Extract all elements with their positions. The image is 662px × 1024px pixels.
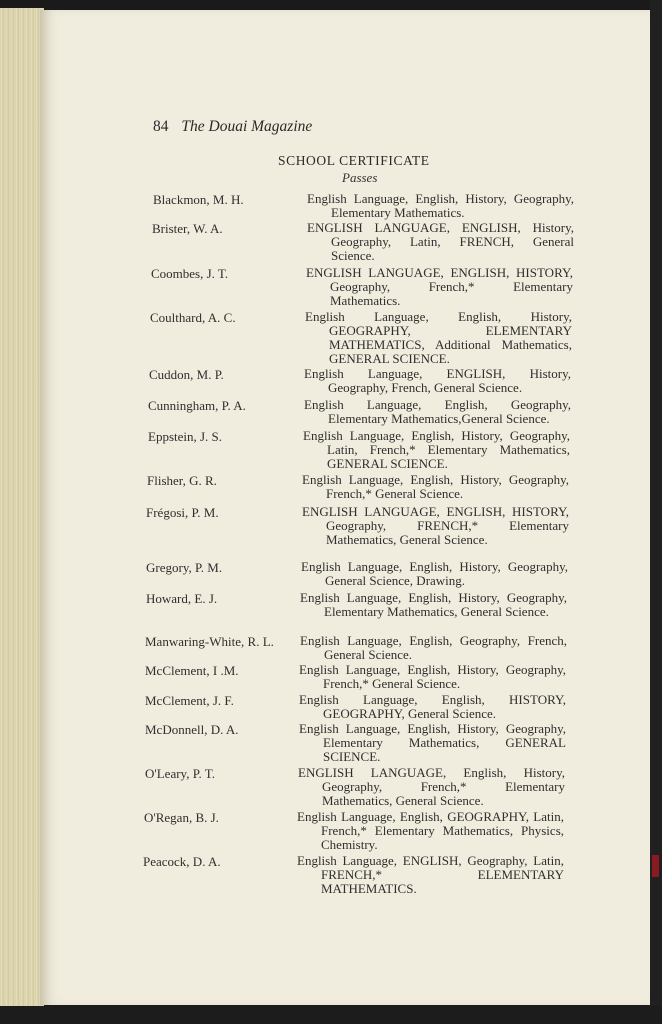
subjects-passed: English Language, English, Geography, Elementary Mathematics,General Science. (304, 397, 571, 426)
student-name: Peacock, D. A. (143, 854, 221, 869)
student-name: Brister, W. A. (152, 221, 223, 236)
student-name: McDonnell, D. A. (145, 722, 239, 737)
subjects-passed: English Language, English, Geography, French, General Science. (300, 633, 567, 662)
student-name: McClement, I .M. (145, 663, 239, 678)
subjects-passed: ENGLISH LANGUAGE, English, History, Geography, French,* Elementary Mathematics, General Science. (298, 765, 565, 808)
student-name: Cunningham, P. A. (148, 398, 246, 413)
student-name: Frégosi, P. M. (146, 505, 219, 520)
subjects-passed: English Language, English, GEOGRAPHY, Latin, French,* Elementary Mathematics, Physics, Chemistry. (297, 809, 564, 852)
student-name: Cuddon, M. P. (149, 367, 224, 382)
bookmark-tab (652, 855, 659, 877)
magazine-title: The Douai Magazine (181, 118, 313, 135)
subjects-passed: English Language, ENGLISH, Geography, Latin, FRENCH,* ELEMENTARY MATHEMATICS. (297, 853, 564, 896)
subjects-passed: English Language, ENGLISH, History, Geography, French, General Science. (304, 366, 571, 395)
subjects-passed: ENGLISH LANGUAGE, ENGLISH, History, Geography, Latin, FRENCH, General Science. (307, 220, 574, 263)
student-name: Gregory, P. M. (146, 560, 223, 575)
subjects-passed: English Language, English, History, Geography, French,* General Science. (299, 662, 566, 691)
page-number: 84 (153, 118, 169, 135)
student-name: McClement, J. F. (145, 693, 234, 708)
student-name: Flisher, G. R. (147, 473, 217, 488)
student-name: Coombes, J. T. (151, 266, 229, 281)
subjects-passed: English Language, English, History, Geography, Latin, French,* Elementary Mathematics, GENERAL SCIENCE. (303, 428, 570, 471)
page-edge (0, 8, 44, 1008)
student-name: O'Regan, B. J. (144, 810, 219, 825)
subjects-passed: English Language, English, History, Geography, Elementary Mathematics, General Science. (300, 590, 567, 619)
student-name: Coulthard, A. C. (150, 310, 236, 325)
student-name: Blackmon, M. H. (153, 192, 244, 207)
bottom-edge (0, 1006, 662, 1024)
subjects-passed: English Language, English, History, Geography, Elementary Mathematics. (307, 191, 574, 220)
binding-strip (650, 0, 662, 1024)
subjects-passed: English Language, English, History, Geography, General Science, Drawing. (301, 559, 568, 588)
subjects-passed: English Language, English, HISTORY, GEOGRAPHY, General Science. (299, 692, 566, 721)
student-name: Howard, E. J. (146, 591, 218, 606)
section-title: SCHOOL CERTIFICATE (278, 153, 430, 168)
student-name: O'Leary, P. T. (145, 766, 215, 781)
student-name: Manwaring-White, R. L. (145, 634, 274, 649)
subjects-passed: English Language, English, History, GEOGRAPHY, ELEMENTARY MATHEMATICS, Additional Mathematics, GENERAL SCIENCE. (305, 309, 572, 366)
subjects-passed: ENGLISH LANGUAGE, ENGLISH, HISTORY, Geography, FRENCH,* Elementary Mathematics, General Science. (302, 504, 569, 547)
subjects-passed: ENGLISH LANGUAGE, ENGLISH, HISTORY, Geography, French,* Elementary Mathematics. (306, 265, 573, 308)
student-name: Eppstein, J. S. (148, 429, 223, 444)
section-subtitle: Passes (342, 170, 378, 185)
subjects-passed: English Language, English, History, Geography, Elementary Mathematics, GENERAL SCIENCE. (299, 721, 566, 764)
running-header (153, 118, 312, 136)
subjects-passed: English Language, English, History, Geography, French,* General Science. (302, 472, 569, 501)
